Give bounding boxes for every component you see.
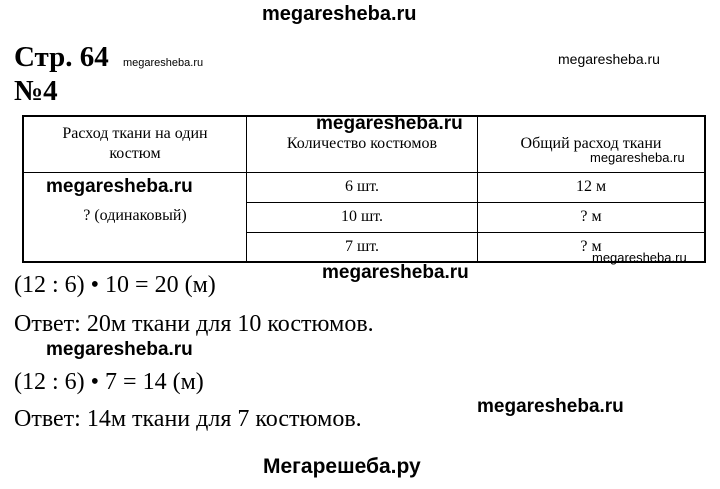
watermark-table-bottom-right: megaresheba.ru xyxy=(592,250,687,265)
watermark-top: megaresheba.ru xyxy=(262,3,417,25)
header-cell-count: Количество костюмов xyxy=(247,116,478,172)
watermark-right-top: megaresheba.ru xyxy=(558,51,660,67)
total-cell: ? м xyxy=(478,232,706,262)
watermark-table-right: megaresheba.ru xyxy=(590,150,685,165)
total-cell: 12 м xyxy=(478,172,706,202)
watermark-solution-2: megaresheba.ru xyxy=(46,339,193,360)
watermark-inline: megaresheba.ru xyxy=(123,57,204,69)
page-number: Стр. 64 xyxy=(14,41,109,73)
header-cell-total: Общий расход ткани xyxy=(478,116,706,172)
count-cell: 10 шт. xyxy=(247,202,478,232)
rate-value: ? (одинаковый) xyxy=(83,206,187,224)
expression-2: (12 : 6) • 7 = 14 (м) xyxy=(14,369,204,395)
answer-1: Ответ: 20м ткани для 10 костюмов. xyxy=(14,311,374,337)
count-cell: 6 шт. xyxy=(247,172,478,202)
watermark-bottom: Мегарешеба.ру xyxy=(263,455,421,478)
watermark-table-top: megaresheba.ru xyxy=(316,113,463,134)
task-number: №4 xyxy=(14,75,58,107)
watermark-table-left: megaresheba.ru xyxy=(46,176,193,197)
watermark-solution-1: megaresheba.ru xyxy=(322,262,469,283)
header-cell-rate: Расход ткани на один костюм xyxy=(23,116,247,172)
expression-1: (12 : 6) • 10 = 20 (м) xyxy=(14,272,216,298)
watermark-solution-3: megaresheba.ru xyxy=(477,396,624,417)
count-cell: 7 шт. xyxy=(247,232,478,262)
answer-2: Ответ: 14м ткани для 7 костюмов. xyxy=(14,406,362,432)
total-cell: ? м xyxy=(478,202,706,232)
